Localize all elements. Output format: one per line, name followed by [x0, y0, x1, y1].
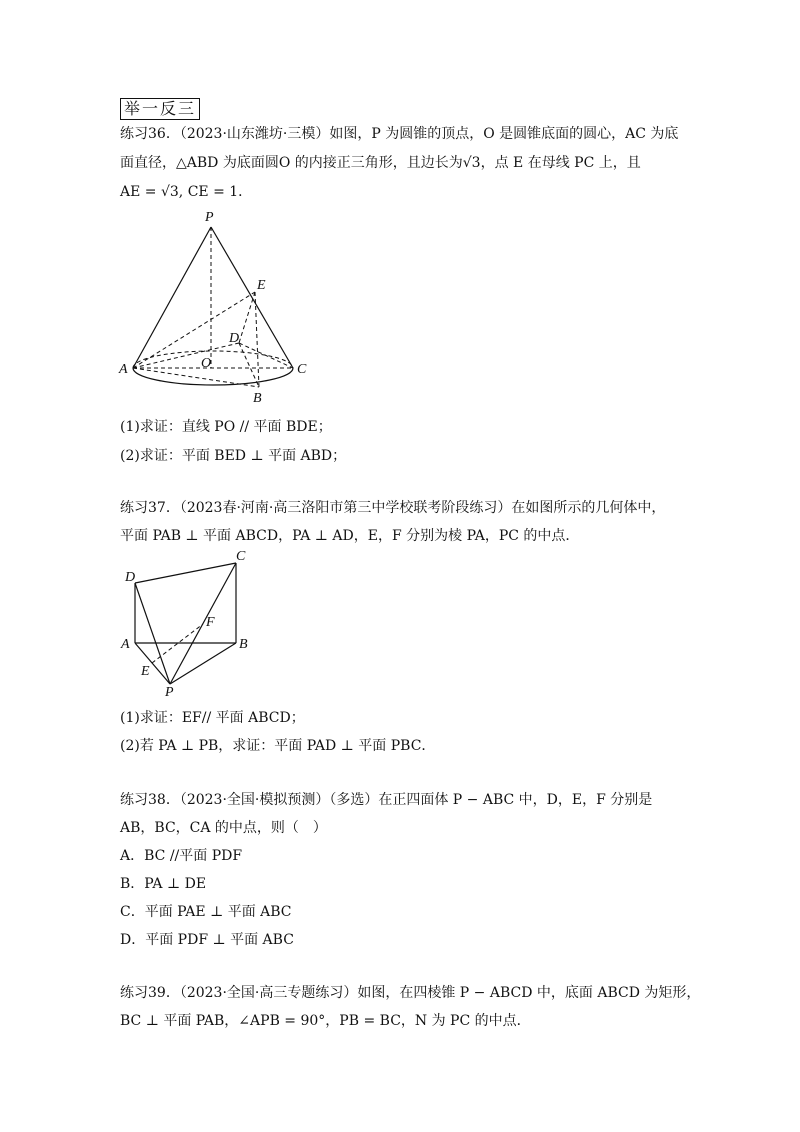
label-O: O	[201, 356, 212, 371]
label-C: C	[297, 362, 307, 377]
label-B: B	[253, 391, 262, 405]
ex36-question-2: (2)求证：平面 BED ⊥ 平面 ABD；	[120, 448, 347, 464]
segment-AD	[133, 343, 239, 368]
cone-base-front-arc	[133, 368, 293, 385]
label-P: P	[165, 685, 174, 698]
ex38-option-a: A．BC //平面 PDF	[120, 848, 243, 864]
ex36-stem-line1: 练习36．（2023·山东潍坊·三模）如图，P 为圆锥的顶点，O 是圆锥底面的圆心，AC 为底	[120, 126, 679, 142]
edge-BP	[170, 643, 236, 684]
ex36-stem-line3: AE = √3, CE = 1．	[120, 184, 253, 200]
edge-DC	[135, 563, 236, 583]
edge-CP	[170, 563, 236, 684]
ex37-stem-line1: 练习37．（2023春·河南·高三洛阳市第三中学校联考阶段练习）在如图所示的几何体中，	[120, 500, 666, 516]
ex36-cone-figure	[115, 205, 320, 405]
ex39-stem-line1: 练习39．（2023·全国·高三专题练习）如图，在四棱锥 P − ABCD 中，底面 ABCD 为矩形，	[120, 985, 701, 1001]
segment-ED	[239, 292, 255, 343]
segment-AE	[133, 292, 255, 368]
ex38-option-b: B．PA ⊥ DE	[120, 876, 207, 892]
label-E: E	[141, 664, 150, 679]
ex37-question-1: (1)求证：EF// 平面 ABCD；	[120, 710, 305, 726]
label-A: A	[121, 637, 130, 652]
ex39-stem-line2: BC ⊥ 平面 PAB，∠APB = 90°，PB = BC，N 为 PC 的中点．	[120, 1013, 531, 1029]
ex36-question-1: (1)求证：直线 PO // 平面 BDE；	[120, 419, 332, 435]
cone-edge-PA	[133, 227, 211, 368]
ex37-stem-line2: 平面 PAB ⊥ 平面 ABCD，PA ⊥ AD，E，F 分别为棱 PA，PC 的中点．	[120, 528, 580, 544]
section-title: 举一反三	[120, 98, 200, 120]
label-P: P	[205, 210, 214, 225]
label-A: A	[119, 362, 128, 377]
ex37-solid-figure	[115, 548, 255, 698]
ex36-stem-line2: 面直径，△ABD 为底面圆O 的内接正三角形，且边长为√3，点 E 在母线 PC 上，且	[120, 155, 641, 171]
ex38-stem-line1: 练习38．（2023·全国·模拟预测）（多选）在正四面体 P − ABC 中，D，E，F 分别是	[120, 792, 653, 808]
label-B: B	[239, 637, 248, 652]
label-F: F	[206, 615, 215, 630]
label-D: D	[229, 331, 240, 346]
ex37-question-2: (2)若 PA ⊥ PB，求证：平面 PAD ⊥ 平面 PBC．	[120, 738, 436, 754]
ex38-option-d: D．平面 PDF ⊥ 平面 ABC	[120, 932, 294, 948]
segment-DC	[239, 343, 293, 368]
ex38-option-c: C．平面 PAE ⊥ 平面 ABC	[120, 904, 292, 920]
label-C: C	[236, 549, 246, 564]
label-E: E	[257, 278, 266, 293]
label-D: D	[125, 570, 136, 585]
ex38-stem-line2: AB，BC，CA 的中点，则（ ）	[120, 820, 327, 836]
segment-DB	[239, 343, 259, 387]
